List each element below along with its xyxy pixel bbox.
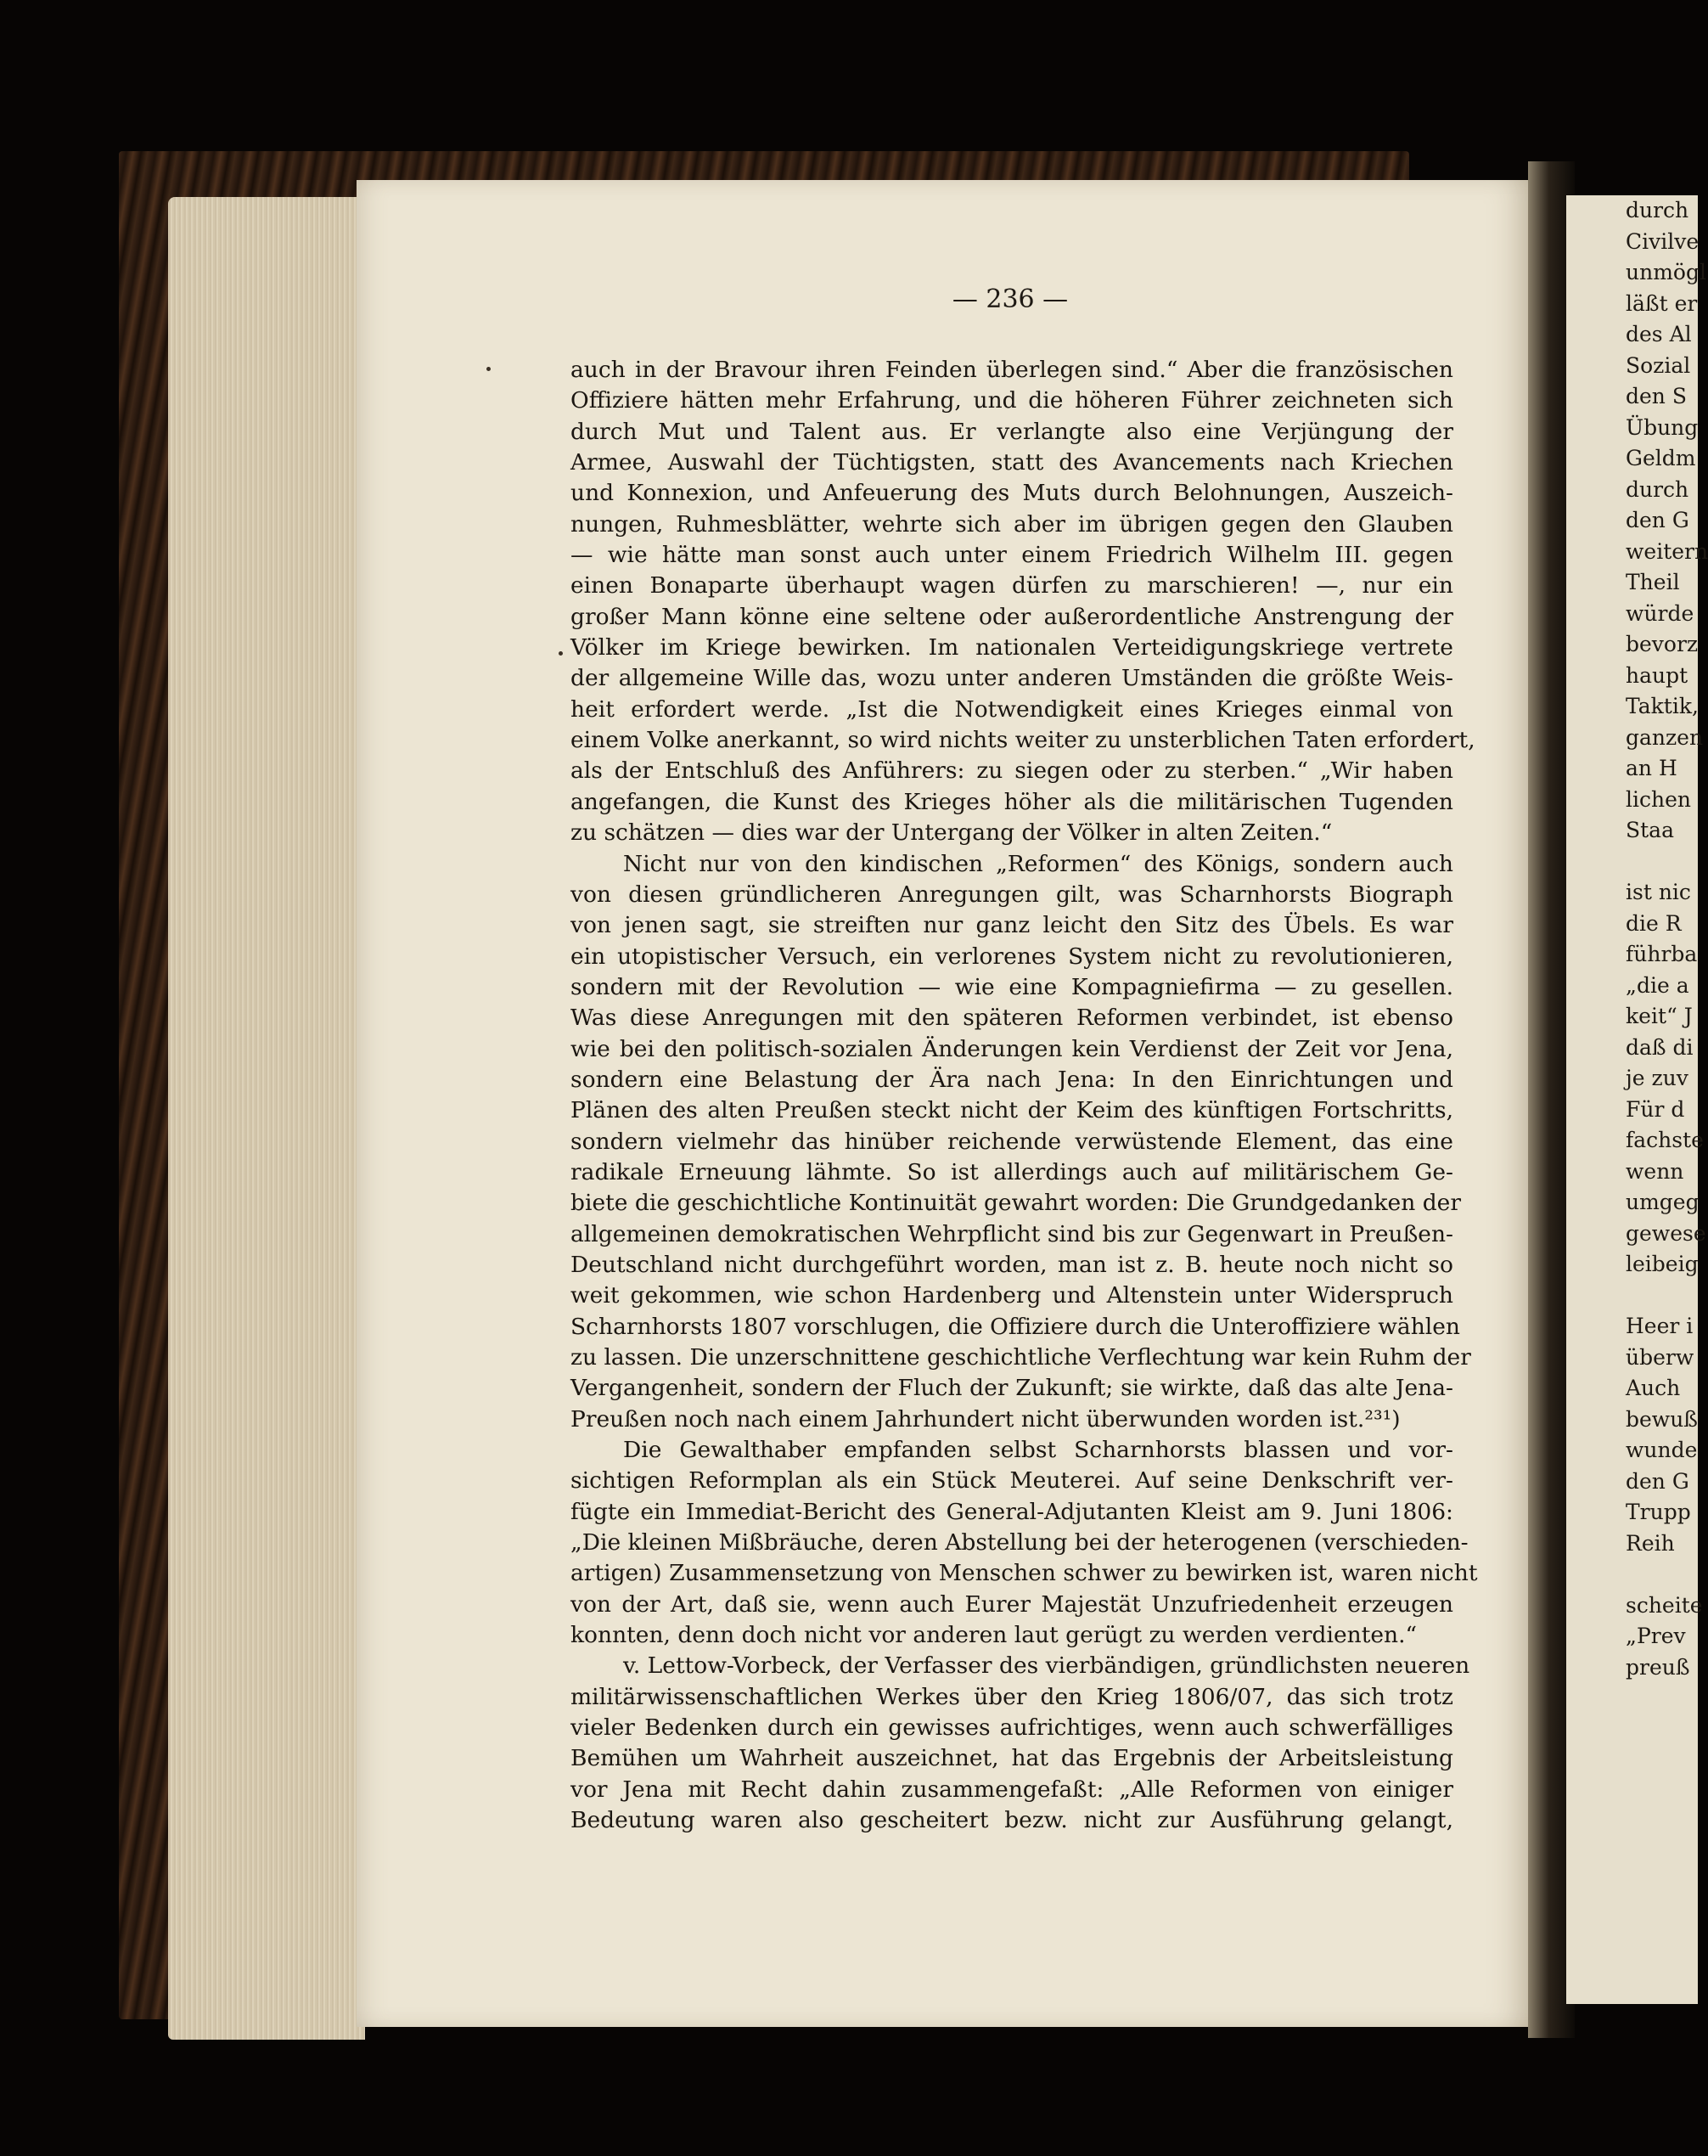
- facing-page-line: leibeig: [1626, 1252, 1699, 1276]
- text-line: Bedeutung waren also gescheitert bezw. nicht zur Ausführung gelangt,: [570, 1807, 1453, 1834]
- text-line: sondern eine Belastung der Ära nach Jena: In den Einrichtungen und: [570, 1066, 1453, 1093]
- facing-page-line: keit“ J: [1626, 1004, 1693, 1028]
- text-line: sondern mit der Revolution — wie eine Kompagniefirma — zu gesellen.: [570, 973, 1453, 1000]
- text-line: Armee, Auswahl der Tüchtigsten, statt des Avancements nach Kriechen: [570, 449, 1453, 476]
- facing-page-line: wunde: [1626, 1438, 1698, 1462]
- facing-page-line: Heer i: [1626, 1314, 1694, 1338]
- facing-page-line: wenn: [1626, 1158, 1684, 1184]
- text-line: von der Art, daß sie, wenn auch Eurer Majestät Unzufriedenheit erzeugen: [570, 1590, 1453, 1618]
- facing-page-line: überw: [1626, 1344, 1694, 1370]
- text-line: großer Mann könne eine seltene oder außerordentliche Anstrengung der: [570, 603, 1453, 630]
- text-line: Deutschland nicht durchgeführt worden, man ist z. B. heute noch nicht so: [570, 1251, 1453, 1278]
- facing-page-line: [1566, 847, 1698, 878]
- facing-page-line: des Al: [1626, 322, 1692, 346]
- facing-page-line: durch: [1626, 476, 1689, 502]
- text-line: vor Jena mit Recht dahin zusammengefaßt: „Alle Reformen von einiger: [570, 1776, 1453, 1803]
- facing-page-line: Übung: [1626, 414, 1699, 440]
- facing-page-line: Sozial: [1626, 352, 1691, 378]
- facing-page-line: Taktik,: [1626, 694, 1699, 718]
- facing-page-line: den G: [1626, 508, 1689, 532]
- facing-page-line: an H: [1626, 756, 1677, 780]
- text-line: biete die geschichtliche Kontinuität gewahrt worden: Die Grundgedanken der: [570, 1190, 1462, 1217]
- facing-page: [1566, 195, 1708, 2004]
- facing-page-line: Für d: [1626, 1096, 1685, 1122]
- text-line: angefangen, die Kunst des Krieges höher als die militärischen Tugenden: [570, 788, 1453, 815]
- text-line: weit gekommen, wie schon Hardenberg und Altenstein unter Widerspruch: [570, 1282, 1453, 1309]
- text-line: „Die kleinen Mißbräuche, deren Abstellung bei der heterogenen (verschieden-: [570, 1529, 1469, 1556]
- facing-page-line: „Prev: [1626, 1624, 1686, 1648]
- text-line: zu schätzen — dies war der Untergang der Völker in alten Zeiten.“: [570, 819, 1333, 847]
- facing-page-line: Theil: [1626, 570, 1680, 594]
- facing-page-line: würde: [1626, 600, 1694, 626]
- facing-page-line: unmögl: [1626, 260, 1706, 284]
- facing-page-line: Staa: [1626, 818, 1674, 842]
- facing-page-line: weitern: [1626, 538, 1708, 564]
- page-number: — 236 —: [952, 284, 1069, 314]
- facing-page-line: ist nic: [1626, 880, 1691, 904]
- facing-page-line: [1566, 1281, 1698, 1312]
- text-line: Plänen des alten Preußen steckt nicht der Keim des künftigen Fortschritts,: [570, 1097, 1453, 1124]
- text-line: fügte ein Immediat-Bericht des General-Adjutanten Kleist am 9. Juni 1806:: [570, 1498, 1453, 1525]
- text-line: artigen) Zusammensetzung von Menschen schwer zu bewirken ist, waren nicht: [570, 1560, 1478, 1587]
- facing-page-line: fachste: [1626, 1128, 1704, 1152]
- text-line: Preußen noch nach einem Jahrhundert nicht überwunden worden ist.²³¹): [570, 1405, 1401, 1433]
- text-line: ein utopistischer Versuch, ein verlorenes System nicht zu revolutionieren,: [570, 943, 1453, 970]
- text-line: auch in der Bravour ihren Feinden überlegen sind.“ Aber die französischen: [570, 357, 1453, 383]
- text-line: Bemühen um Wahrheit auszeichnet, hat das Ergebnis der Arbeitsleistung: [570, 1745, 1453, 1772]
- facing-page-line: Trupp: [1626, 1500, 1691, 1524]
- facing-page-line: lichen: [1626, 786, 1691, 812]
- text-line: als der Entschluß des Anführers: zu siegen oder zu sterben.“ „Wir haben: [570, 757, 1453, 785]
- facing-page-line: „die a: [1626, 972, 1689, 998]
- text-line: einem Volke anerkannt, so wird nichts weiter zu unsterblichen Taten erfordert,: [570, 727, 1475, 754]
- page-mark: [559, 651, 563, 656]
- body-text: [570, 355, 1478, 1837]
- text-line: sichtigen Reformplan als ein Stück Meuterei. Auf seine Denkschrift ver-: [570, 1467, 1453, 1495]
- text-line: von jenen sagt, sie streiften nur ganz leicht den Sitz des Übels. Es war: [570, 912, 1453, 939]
- facing-page-line: daß di: [1626, 1034, 1694, 1060]
- facing-page-line: läßt er: [1626, 290, 1698, 316]
- facing-page-line: Auch: [1626, 1376, 1681, 1400]
- facing-page-line: den S: [1626, 384, 1687, 408]
- facing-page-line: preuß: [1626, 1654, 1690, 1680]
- facing-page-line: [1566, 1559, 1698, 1590]
- text-line: sondern vielmehr das hinüber reichende verwüstende Element, das eine: [570, 1128, 1453, 1155]
- facing-page-line: bewuß: [1626, 1406, 1698, 1432]
- facing-page-line: durch: [1626, 198, 1689, 222]
- text-line: und Konnexion, und Anfeuerung des Muts durch Belohnungen, Auszeich-: [570, 480, 1453, 507]
- text-line: militärwissenschaftlichen Werkes über den Krieg 1806/07, das sich trotz: [570, 1683, 1453, 1710]
- facing-page-line: umgeg: [1626, 1190, 1700, 1214]
- facing-page-line: haupt: [1626, 662, 1688, 688]
- text-line: nungen, Ruhmesblätter, wehrte sich aber im übrigen gegen den Glauben: [570, 510, 1453, 538]
- facing-page-line: bevorz: [1626, 632, 1699, 656]
- page-edges: [168, 197, 365, 2040]
- text-line: von diesen gründlicheren Anregungen gilt, was Scharnhorsts Biograph: [570, 881, 1453, 908]
- facing-page-line: ganzen: [1626, 724, 1704, 750]
- text-line: Völker im Kriege bewirken. Im nationalen Verteidigungskriege vertrete: [570, 634, 1453, 661]
- text-line: radikale Erneuung lähmte. So ist allerdings auch auf militärischem Ge-: [570, 1158, 1453, 1185]
- facing-page-line: den G: [1626, 1468, 1689, 1494]
- facing-page-line: führba: [1626, 942, 1698, 966]
- facing-page-line: Geldm: [1626, 446, 1696, 470]
- text-line: der allgemeine Wille das, wozu unter anderen Umständen die größte Weis-: [570, 665, 1453, 692]
- text-line: Offiziere hätten mehr Erfahrung, und die höheren Führer zeichneten sich: [570, 387, 1453, 414]
- facing-page-line: je zuv: [1626, 1066, 1688, 1090]
- text-line: Scharnhorsts 1807 vorschlugen, die Offiziere durch die Unteroffiziere wählen: [570, 1313, 1460, 1340]
- facing-page-line: Civilve: [1626, 228, 1700, 254]
- facing-page-line: gewese: [1626, 1220, 1706, 1246]
- text-line: Vergangenheit, sondern der Fluch der Zukunft; sie wirkte, daß das alte Jena-: [570, 1375, 1453, 1402]
- page-mark: [486, 367, 491, 371]
- text-line: vieler Bedenken durch ein gewisses aufrichtiges, wenn auch schwerfälliges: [570, 1714, 1453, 1742]
- facing-page-line: Reih: [1626, 1530, 1675, 1556]
- text-line: — wie hätte man sonst auch unter einem Friedrich Wilhelm III. gegen: [570, 542, 1453, 569]
- text-line: einen Bonaparte überhaupt wagen dürfen zu marschieren! —, nur ein: [570, 572, 1453, 600]
- text-line: Nicht nur von den kindischen „Reformen“ des Königs, sondern auch: [623, 850, 1453, 877]
- text-line: durch Mut und Talent aus. Er verlangte also eine Verjüngung der: [570, 418, 1453, 445]
- text-line: heit erfordert werde. „Ist die Notwendigkeit eines Krieges einmal von: [570, 695, 1453, 723]
- facing-page-line: scheite: [1626, 1592, 1703, 1618]
- text-line: Die Gewalthaber empfanden selbst Scharnhorsts blassen und vor-: [623, 1437, 1453, 1464]
- text-line: v. Lettow-Vorbeck, der Verfasser des vierbändigen, gründlichsten neueren: [623, 1652, 1470, 1680]
- text-line: Was diese Anregungen mit den späteren Reformen verbindet, ist ebenso: [570, 1005, 1453, 1032]
- text-line: allgemeinen demokratischen Wehrpflicht sind bis zur Gegenwart in Preußen-: [570, 1220, 1453, 1247]
- text-line: wie bei den politisch-sozialen Änderungen kein Verdienst der Zeit vor Jena,: [570, 1035, 1453, 1062]
- text-line: zu lassen. Die unzerschnittene geschichtliche Verflechtung war kein Ruhm der: [570, 1344, 1471, 1371]
- text-line: konnten, denn doch nicht vor anderen laut gerügt zu werden verdienten.“: [570, 1622, 1418, 1649]
- facing-page-line: die R: [1626, 910, 1682, 936]
